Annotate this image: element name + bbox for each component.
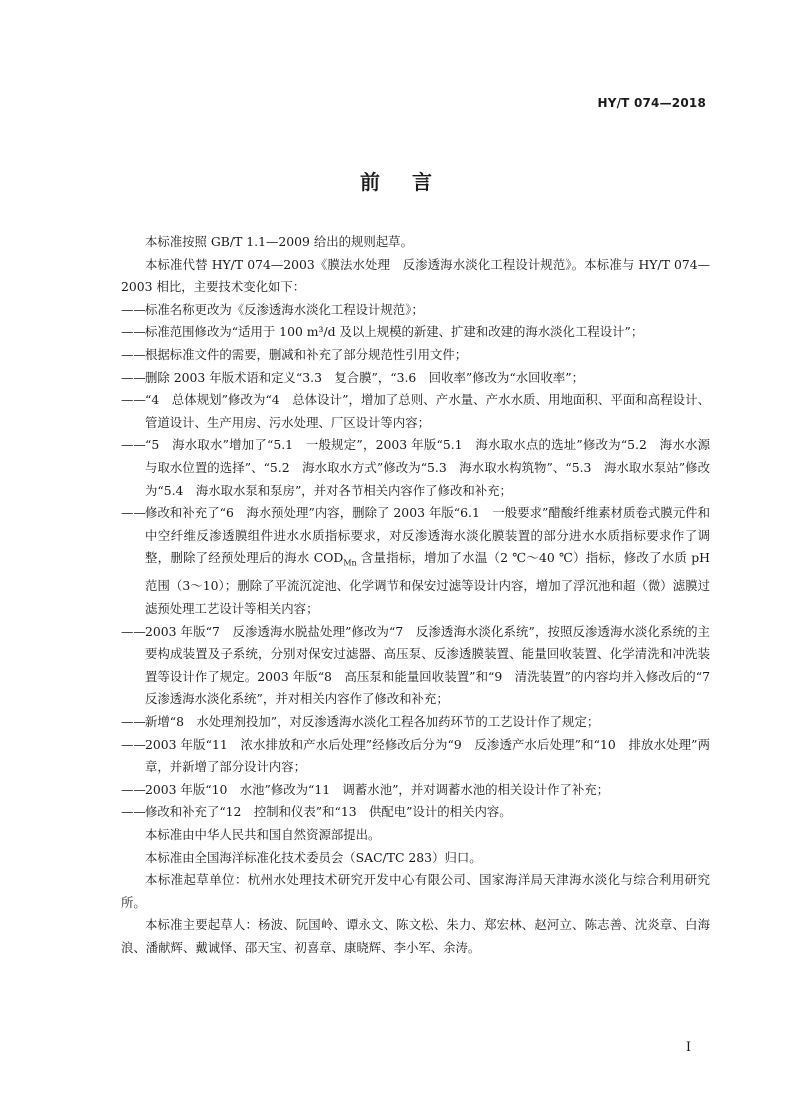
change-item-text: 根据标准文件的需要，删减和补充了部分规范性引用文件； [145,346,468,362]
change-item [121,621,723,711]
dash-marker: —— [121,623,146,639]
change-item [121,779,710,802]
change-item [121,734,710,779]
change-item [121,711,710,734]
document-code: HY/T 074—2018 [597,96,706,110]
change-item-text: 标准名称更改为《反渗透海水淡化工程设计规范》； [145,301,424,317]
change-item-text: 删除 2003 年版术语和定义“3.3 复合膜”，“3.6 回收率”修改为“水回收率”； [145,369,584,385]
page-number: I [685,1040,691,1055]
cod-subscript: Mn [343,558,357,568]
change-item-text: 2003 年版“10 水池”修改为“11 调蓄水池”，并对调蓄水池的相关设计作了补充； [145,781,610,797]
change-item [121,434,710,502]
change-item [121,344,710,367]
change-item-text: 修改和补充了“12 控制和仪表”和“13 供配电”设计的相关内容。 [145,804,512,820]
dash-marker: —— [121,369,146,385]
change-item [121,321,710,344]
change-item-text: “4 总体规划”修改为“4 总体设计”，增加了总则、产水量、产水水质、用地面积、平面和高程设计、管道设计、生产用房、污水处理、厂区设计等内容； [145,392,710,430]
dash-marker: —— [121,781,146,797]
change-item [121,389,710,434]
dash-marker: —— [121,392,146,408]
dash-marker: —— [121,301,146,317]
change-item-text: “5 海水取水”增加了“5.1 一般规定”，2003 年版“5.1 海水取水点的选址”修改为“5.2 海水水源与取水位置的选择”、“5.2 海水取水方式”修改为“5.3 海水取水构筑物”、“5.3 海水取水泵站”修改为“5.4 海水取水泵和泵房”，并对各节相关内容作了修改和补充； [145,437,710,498]
paragraph-drafting-units: 本标准起草单位：杭州水处理技术研究开发中心有限公司、国家海洋局天津海水淡化与综合利用研究所。 [121,872,710,910]
dash-marker: —— [121,346,146,362]
change-item [121,801,710,824]
paragraph-committee: 本标准由全国海洋标准化技术委员会（SAC/TC 283）归口。 [145,849,482,865]
dash-marker: —— [121,437,146,453]
dash-marker: —— [121,736,146,752]
change-item-text-after: 含量指标，增加了水温（2 ℃～40 ℃）指标，修改了水质 pH 范围（3～10）；删除了平流沉淀池、化学调节和保安过滤等设计内容，增加了浮沉池和超（微）滤膜过滤预处理工艺设计等相关内容； [145,550,710,616]
dash-marker: —— [121,505,146,521]
paragraph-drafters: 本标准主要起草人：杨波、阮国岭、谭永文、陈文松、朱力、郑宏林、赵河立、陈志善、沈炎章、白海浪、潘献辉、戴诚怿、邵天宝、初喜章、康晓辉、李小军、余涛。 [121,917,710,955]
change-item [121,502,710,620]
foreword-body [121,231,723,959]
change-item-text: 2003 年版“7 反渗透海水脱盐处理”修改为“7 反渗透海水淡化系统”，按照反渗透海水淡化系统的主要构成装置及子系统，分别对保安过滤器、高压泵、反渗透膜装置、能量回收装置、化学清洗和冲洗装置等设计作了规定。2003 年版“8 高压泵和能量回收装置”和“9 清洗装置”的内容均并入修改后的“7 反渗透海水淡化系统”，并对相关内容作了修改和补充； [145,623,723,707]
change-item-text-before: 修改和补充了“6 海水预处理”内容，删除了 2003 年版“6.1 一般要求”醋酸纤维素材质卷式膜元件和中空纤维反渗透膜组件进水水质指标要求，对反渗透海水淡化膜装置的部分进水水质指标要求作了调整，删除了经预处理后的海水 COD [145,505,710,566]
paragraph-proposer: 本标准由中华人民共和国自然资源部提出。 [145,826,381,842]
change-item-text: 新增“8 水处理剂投加”，对反渗透海水淡化工程各加药环节的工艺设计作了规定； [145,713,600,729]
page-title: 前言 [360,170,464,194]
change-item-text: 标准范围修改为“适用于 100 m³/d 及以上规模的新建、扩建和改建的海水淡化工程设计”； [145,324,644,340]
change-item [121,367,710,390]
dash-marker: —— [121,713,146,729]
change-item [121,299,710,322]
dash-marker: —— [121,324,146,340]
change-item-text: 2003 年版“11 浓水排放和产水后处理”经修改后分为“9 反渗透产水后处理”和“10 排放水处理”两章，并新增了部分设计内容； [145,736,710,775]
paragraph-drafting-rules: 本标准按照 GB/T 1.1—2009 给出的规则起草。 [145,234,413,249]
dash-marker: —— [121,804,146,820]
paragraph-replacement: 本标准代替 HY/T 074—2003《膜法水处理 反渗透海水淡化工程设计规范》。本标准与 HY/T 074—2003 相比，主要技术变化如下： [121,256,710,295]
